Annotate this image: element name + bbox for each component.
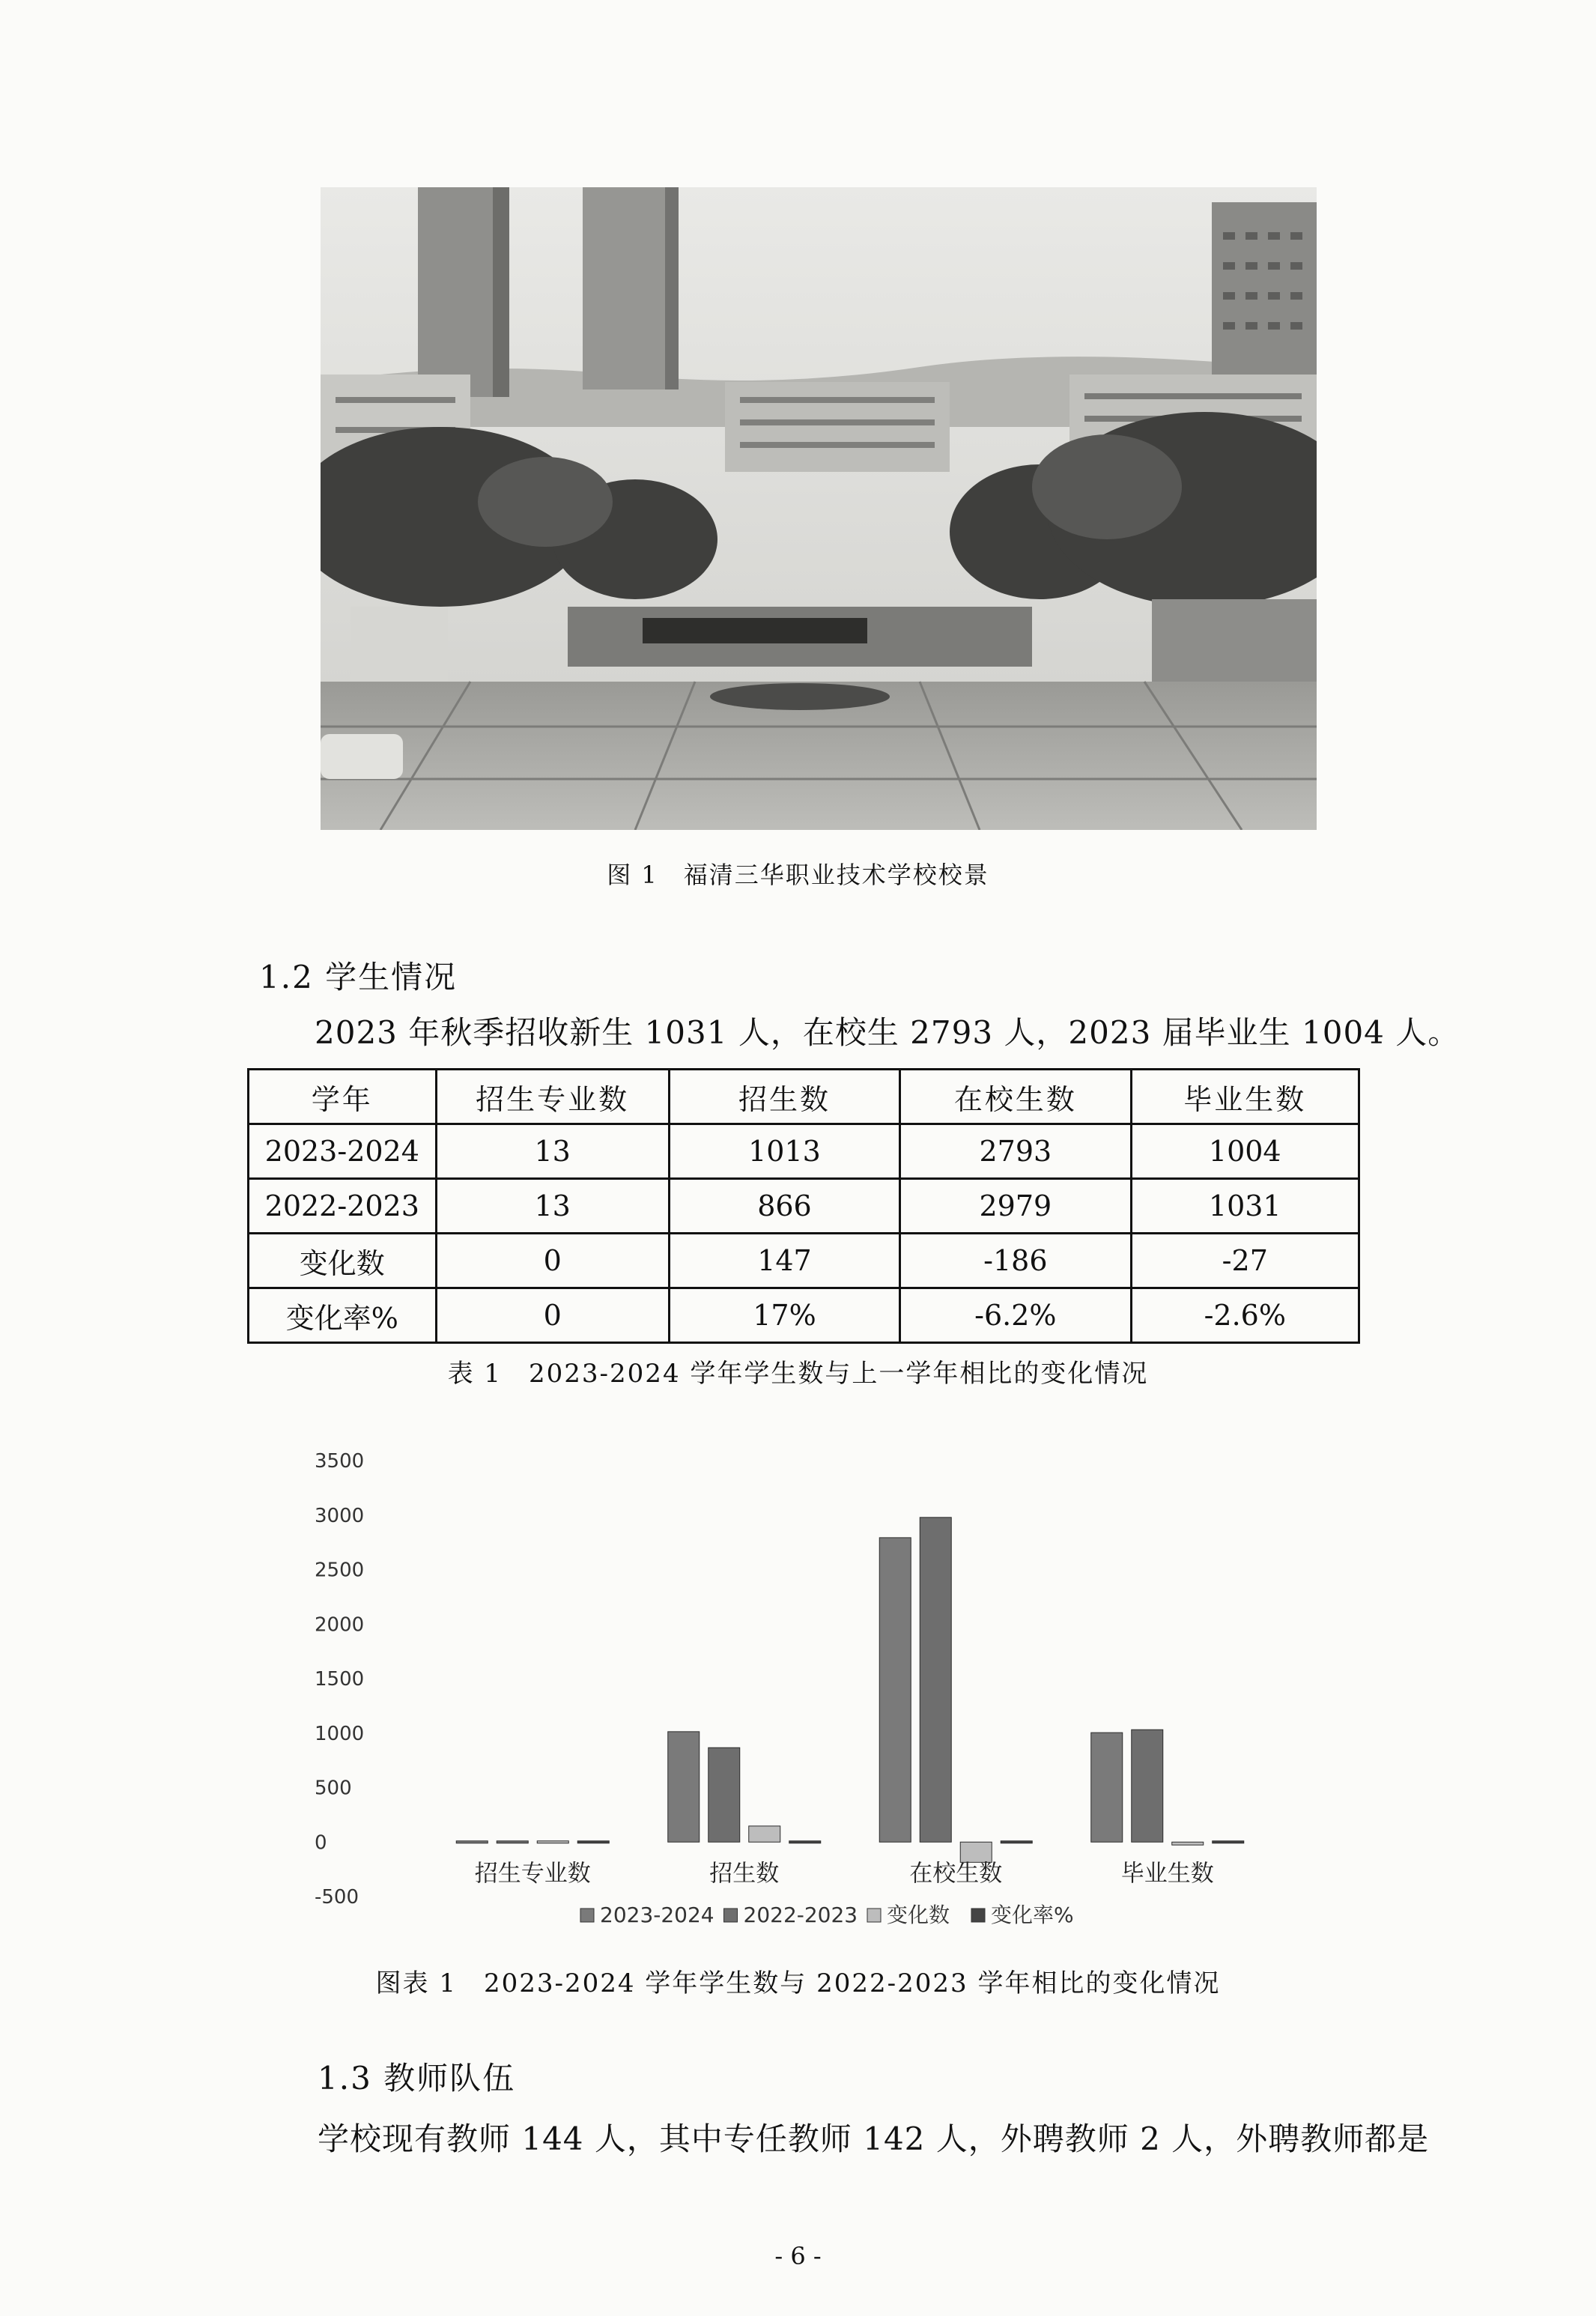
x-category-label: 招生数 (709, 1860, 780, 1888)
col-header: 招生专业数 (436, 1070, 669, 1124)
y-tick-label: 0 (315, 1831, 327, 1855)
table-cell: 17% (669, 1288, 899, 1343)
table-row (249, 1234, 1359, 1288)
figure-caption: 图 1 福清三华职业技术学校校景 (607, 861, 989, 889)
legend-swatch (971, 1909, 985, 1922)
bar-变化数 (960, 1842, 992, 1862)
y-tick-label: 1000 (315, 1722, 365, 1745)
y-tick-label: 2000 (315, 1613, 365, 1637)
legend-swatch (580, 1909, 594, 1922)
y-tick-label: 3500 (315, 1450, 365, 1473)
bar-变化率% (789, 1841, 821, 1843)
page-number: - 6 - (774, 2242, 822, 2270)
table-cell: 13 (436, 1179, 669, 1234)
table-cell: 变化率% (249, 1288, 437, 1343)
legend-label: 2022-2023 (743, 1903, 858, 1927)
legend-label: 变化率% (991, 1903, 1074, 1927)
col-header: 在校生数 (900, 1070, 1131, 1124)
bar-变化数 (1172, 1842, 1204, 1845)
table-cell: 866 (669, 1179, 899, 1234)
bar-chart-svg (315, 1431, 1288, 1940)
bar-变化数 (537, 1841, 568, 1843)
bar-2022-2023 (497, 1841, 528, 1843)
section-heading-teachers: 1.3 教师队伍 (318, 2060, 516, 2097)
paragraph-teachers: 学校现有教师 144 人，其中专任教师 142 人，外聘教师 2 人，外聘教师都是 (318, 2121, 1430, 2157)
bar-2023-2024 (1091, 1733, 1123, 1842)
table-cell: -27 (1131, 1234, 1359, 1288)
legend-label: 变化数 (887, 1903, 950, 1927)
table-cell: 0 (436, 1234, 669, 1288)
legend-swatch (867, 1909, 881, 1922)
table-cell: 2793 (900, 1124, 1131, 1179)
legend-label: 2023-2024 (600, 1903, 714, 1927)
table-header-row (249, 1070, 1359, 1124)
bar-变化率% (1213, 1841, 1244, 1843)
bar-2022-2023 (709, 1747, 740, 1842)
table-cell: 147 (669, 1234, 899, 1288)
bar-变化数 (749, 1826, 780, 1842)
table-cell: 2023-2024 (249, 1124, 437, 1179)
table-row (249, 1179, 1359, 1234)
bar-2023-2024 (668, 1732, 700, 1842)
table-cell: 1031 (1131, 1179, 1359, 1234)
table-row (249, 1124, 1359, 1179)
paragraph-students: 2023 年秋季招收新生 1031 人，在校生 2793 人，2023 届毕业生 1004 人。 (315, 1014, 1460, 1051)
col-header: 招生数 (669, 1070, 899, 1124)
x-category-label: 招生专业数 (474, 1860, 591, 1888)
section-heading-students: 1.2 学生情况 (259, 959, 458, 995)
bar-2023-2024 (879, 1538, 911, 1842)
col-header: 毕业生数 (1131, 1070, 1359, 1124)
x-category-label: 在校生数 (909, 1860, 1003, 1888)
table-cell: -186 (900, 1234, 1131, 1288)
table-cell: 变化数 (249, 1234, 437, 1288)
bar-2023-2024 (456, 1841, 488, 1843)
y-tick-label: 500 (315, 1777, 352, 1800)
y-tick-label: 3000 (315, 1504, 365, 1527)
table-cell: -2.6% (1131, 1288, 1359, 1343)
legend-swatch (724, 1909, 738, 1922)
campus-photo (321, 187, 1317, 830)
student-table (247, 1068, 1360, 1344)
table-cell: 2979 (900, 1179, 1131, 1234)
bar-2022-2023 (1132, 1730, 1163, 1842)
table-cell: 13 (436, 1124, 669, 1179)
table-cell: -6.2% (900, 1288, 1131, 1343)
chart-caption: 图表 1 2023-2024 学年学生数与 2022-2023 学年相比的变化情况 (375, 1968, 1221, 1998)
bar-变化率% (577, 1841, 609, 1843)
col-header: 学年 (249, 1070, 437, 1124)
y-tick-label: 2500 (315, 1559, 365, 1582)
table-row (249, 1288, 1359, 1343)
bar-变化率% (1001, 1841, 1032, 1843)
table-caption: 表 1 2023-2024 学年学生数与上一学年相比的变化情况 (447, 1359, 1149, 1389)
bar-2022-2023 (920, 1518, 951, 1842)
y-tick-label: 1500 (315, 1668, 365, 1691)
table-cell: 2022-2023 (249, 1179, 437, 1234)
table-cell: 0 (436, 1288, 669, 1343)
x-category-label: 毕业生数 (1120, 1860, 1214, 1888)
bar-chart (315, 1431, 1288, 1940)
table-cell: 1004 (1131, 1124, 1359, 1179)
table-cell: 1013 (669, 1124, 899, 1179)
y-tick-label: -500 (315, 1886, 359, 1909)
